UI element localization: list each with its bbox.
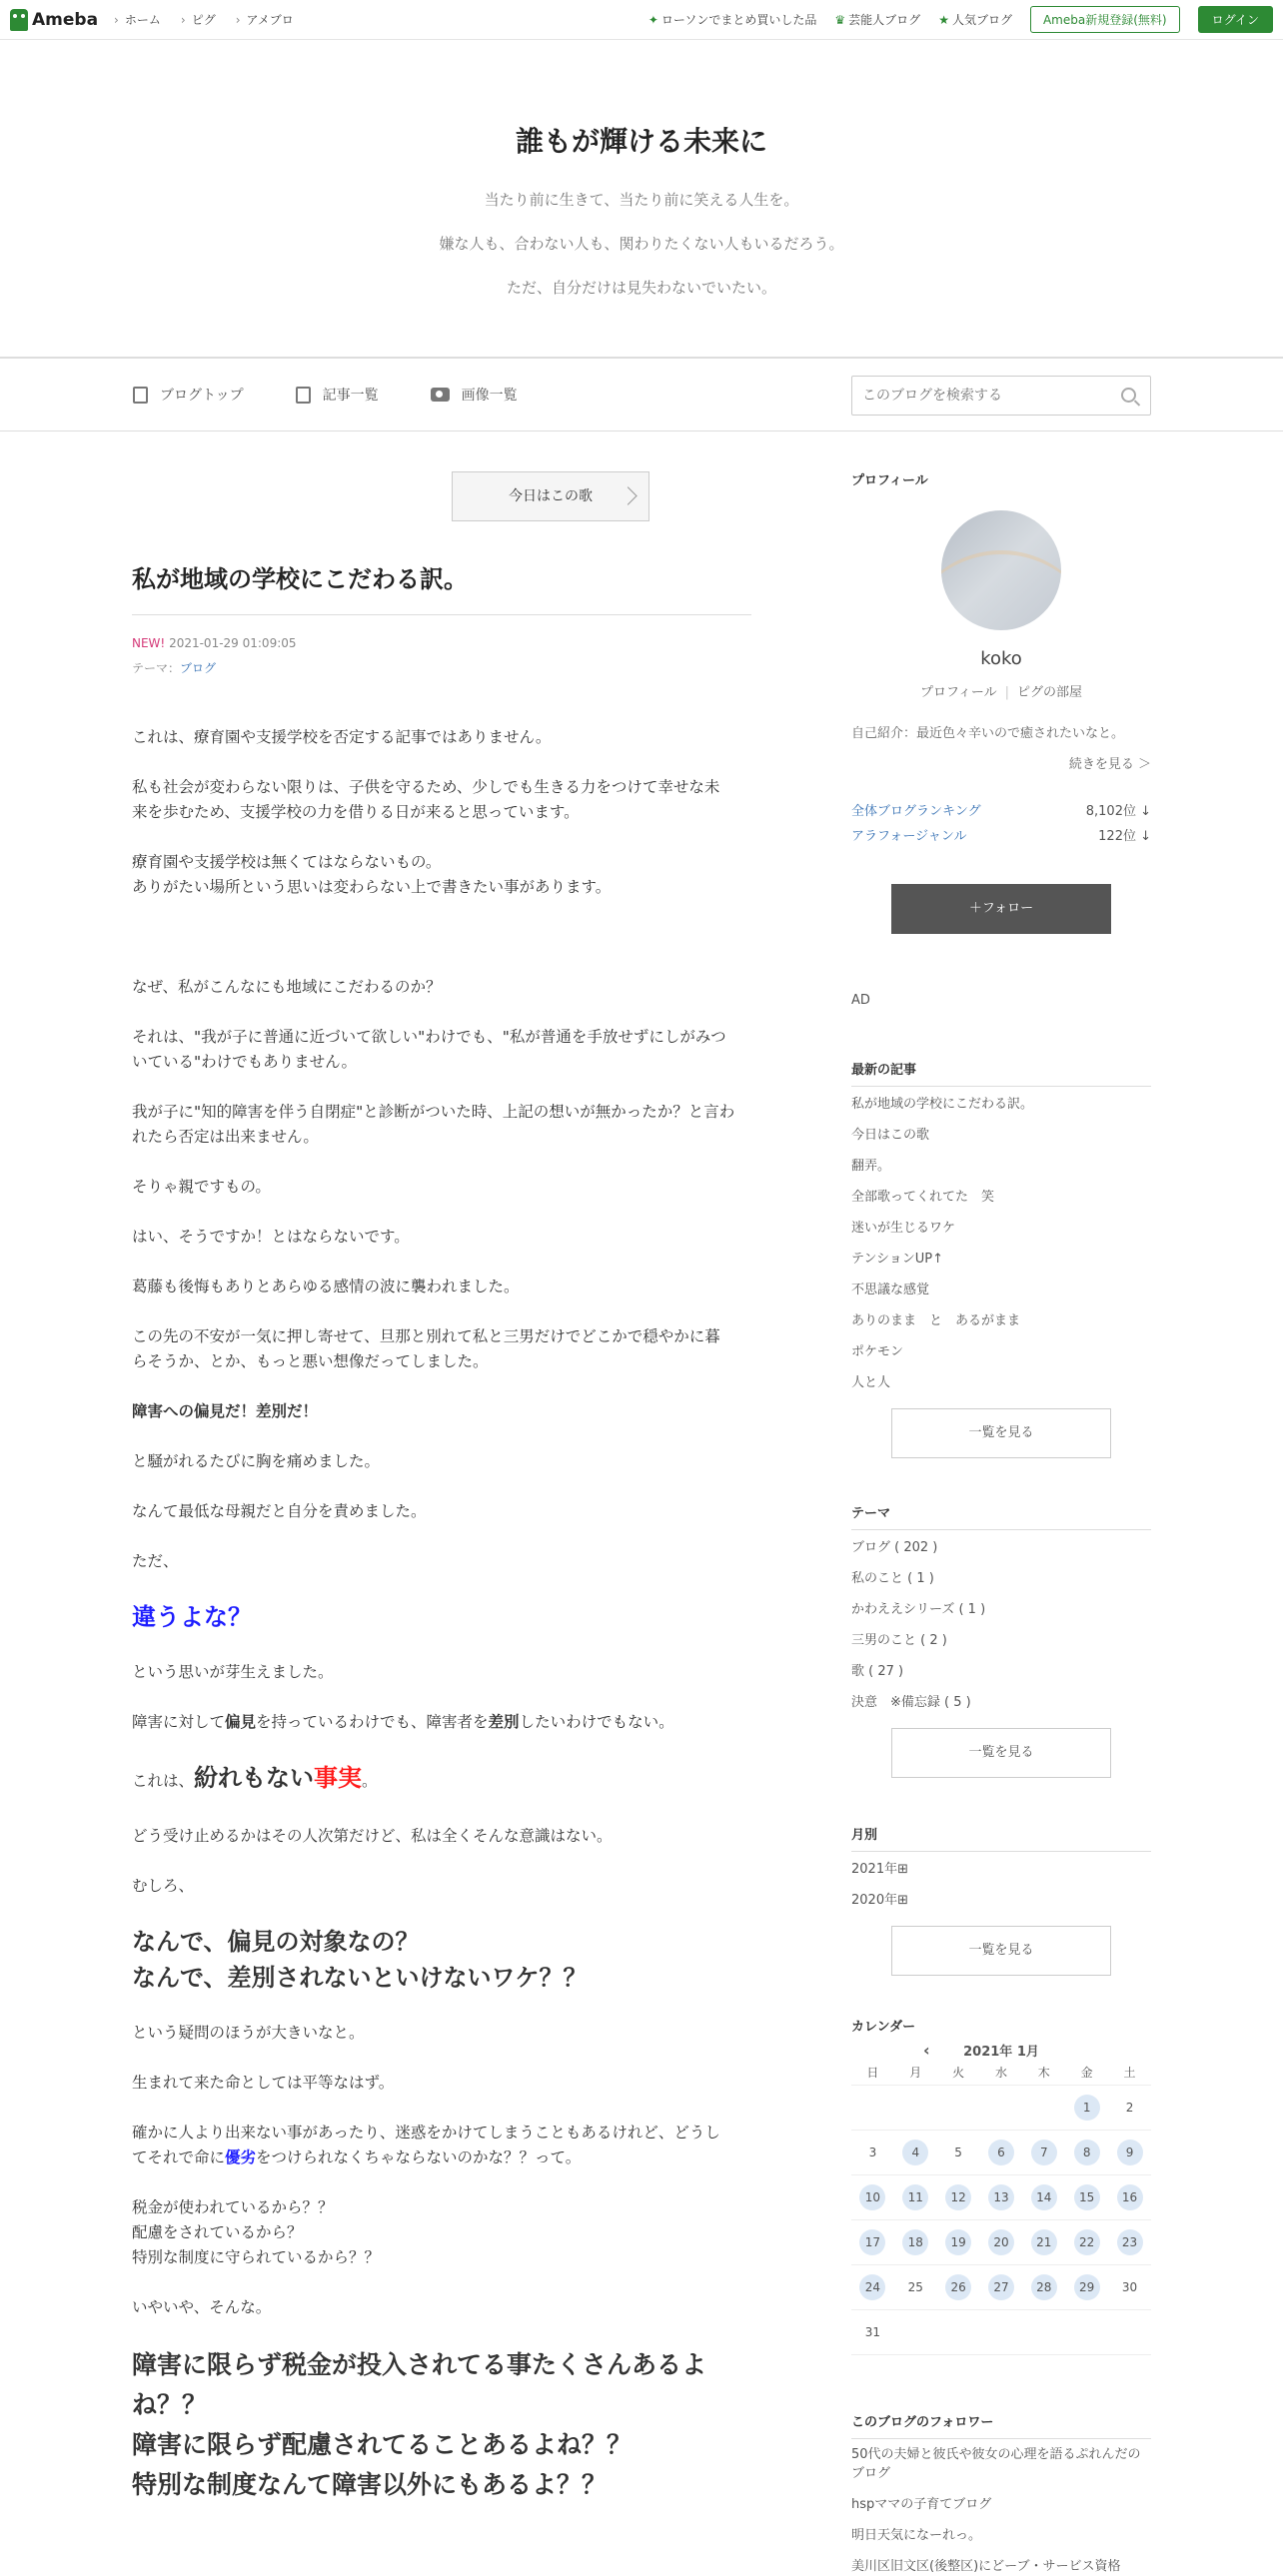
expand-icon[interactable]: ⊞ xyxy=(897,1893,908,1908)
recent-item[interactable]: 迷いが生じるワケ xyxy=(851,1221,956,1236)
recent-item[interactable]: テンションUP↑ xyxy=(851,1252,944,1267)
article-title[interactable]: 私が地域の学校にこだわる訳。 xyxy=(132,559,751,615)
calendar-day[interactable]: 23 xyxy=(1117,2229,1143,2255)
recent-list-button[interactable]: 一覧を見る xyxy=(891,1408,1111,1458)
document-icon xyxy=(133,387,148,404)
calendar-day[interactable]: 26 xyxy=(945,2274,971,2300)
calendar-day[interactable]: 15 xyxy=(1074,2184,1100,2210)
search-input[interactable] xyxy=(862,388,1112,404)
recent-item[interactable]: 今日はこの歌 xyxy=(851,1128,930,1143)
search-icon[interactable] xyxy=(1121,388,1136,403)
profile-link[interactable]: プロフィール xyxy=(919,685,997,700)
crown-icon: ♛ xyxy=(834,13,846,27)
genre-ranking-value: 122位 ↓ xyxy=(1098,829,1151,844)
avatar[interactable] xyxy=(941,510,1061,630)
nav-ameblo[interactable]: › アメブロ xyxy=(236,11,294,28)
ameba-logo[interactable]: Ameba xyxy=(10,9,98,31)
calendar-day[interactable]: 10 xyxy=(859,2184,885,2210)
calendar-day[interactable]: 27 xyxy=(988,2274,1014,2300)
theme-link[interactable]: ブログ xyxy=(180,661,217,675)
calendar-day[interactable]: 7 xyxy=(1031,2140,1057,2165)
calendar-day[interactable]: 16 xyxy=(1117,2184,1143,2210)
self-intro: 自己紹介：最近色々辛いので癒されたいなと。 xyxy=(851,726,1125,741)
calendar-day[interactable]: 8 xyxy=(1074,2140,1100,2165)
follow-button[interactable]: ＋フォロー xyxy=(891,884,1111,934)
sparkle-icon: ✦ xyxy=(647,13,658,27)
theme-section: テーマ ブログ ( 202 ) 私のこと ( 1 ) かわええシリーズ ( 1 ) 三男のこと ( 2 ) 歌 ( 27 ) 決意 ※備忘録 ( 5 ) 一覧を見る xyxy=(851,1502,1151,1778)
copy-icon xyxy=(296,387,311,404)
calendar-day[interactable]: 22 xyxy=(1074,2229,1100,2255)
article-body: これは、療育園や支援学校を否定する記事ではありません。 私も社会が変わらない限りは、子供を守るため、少しでも生きる力をつけて幸せな未 来を歩むため、支援学校の力を借りる日が来ると思っています。 療育園や支援学校は無くてはならないもの。 ありがたい場所という思いは変わらない上で書きたい事があります。 なぜ、私がこんなにも地域にこだわるのか？ それは、"我が子に普通に近づいて欲しい"わけでも、"私が普通を手放せずにしがみつ いている"わけでもありません。 我が子に"知的障害を伴う自閉症"と診断がついた時、上記の想いが無かったか？と言わ れたら否定は出来ません。 そりゃ親ですもの。 はい、そうですか！とはならないです。 葛藤も後悔もありとあらゆる感情の波に襲われました。 この先の不安が一気に押し寄せて、旦那と別れて私と三男だけでどこかで穏やかに暮 らそうか、とか、もっと悪い想像だってしました。 障害への偏見だ！差別だ！ と騒がれるたびに胸を痛めました。 なんて最低な母親だと自分を責めました。 ただ、 違うよな？ という思いが芽生えました。 障害に対して偏見を持っているわけでも、障害者を差別したいわけでもない。 これは、紛れもない事実。 どう受け止めるかはその人次第だけど、私は全くそんな意識はない。 むしろ、 なんで、偏見の対象なの？ なんで、差別されないといけないワケ？？ という疑問のほうが大きいなと。 生まれて来た命としては平等なはず。 確かに人より出来ない事があったり、迷惑をかけてしまうこともあるけれど、どうし てそれで命に優劣をつけられなくちゃならないのかな？？って。 税金が使われているから？？ 配慮をされているから？ 特別な制度に守られているから？？ いやいや、そんな。 障害に限らず税金が投入されてる事たくさんあるよ ね？？ 障害に限らず配慮されてることあるよね？？ 特別な制度なんて障害以外にもあるよ？？ xyxy=(132,728,735,2499)
calendar-month: 2021年 1月 xyxy=(963,2045,1039,2060)
follower-item[interactable]: 明日天気になーれっ。 xyxy=(851,2528,982,2543)
calendar-day[interactable]: 12 xyxy=(945,2184,971,2210)
calendar-day[interactable]: 29 xyxy=(1074,2274,1100,2300)
nav-image-list[interactable]: 画像一覧 xyxy=(431,385,518,405)
prev-article-button[interactable]: 今日はこの歌 xyxy=(452,471,649,521)
article-meta: NEW! 2021-01-29 01:09:05 テーマ：ブログ xyxy=(132,636,297,675)
global-nav xyxy=(114,11,294,28)
star-icon: ★ xyxy=(938,13,949,27)
register-button[interactable]: Ameba新規登録(無料) xyxy=(1030,6,1180,33)
recent-item[interactable]: 私が地域の学校にこだわる訳。 xyxy=(851,1097,1034,1112)
nav-home[interactable]: › ホーム xyxy=(114,11,161,28)
calendar-day[interactable]: 1 xyxy=(1074,2095,1100,2121)
calendar-day[interactable]: 14 xyxy=(1031,2184,1057,2210)
new-badge: NEW! xyxy=(132,636,166,650)
ameba-mark-icon xyxy=(10,9,28,31)
login-button[interactable]: ログイン xyxy=(1198,6,1273,33)
calendar-day[interactable]: 24 xyxy=(859,2274,885,2300)
calendar-day[interactable]: 18 xyxy=(902,2229,928,2255)
blog-header xyxy=(0,40,1283,358)
calendar-day[interactable]: 11 xyxy=(902,2184,928,2210)
calendar-day[interactable]: 13 xyxy=(988,2184,1014,2210)
overall-ranking-value: 8,102位 ↓ xyxy=(1085,804,1151,819)
recent-item[interactable]: 不思議な感覚 xyxy=(851,1283,930,1297)
theme-item[interactable]: 三男のこと ( 2 ) xyxy=(851,1633,947,1648)
recent-articles: 最新の記事 私が地域の学校にこだわる訳。 今日はこの歌 翻弄。 全部歌ってくれてた 笑 迷いが生じるワケ テンションUP↑ 不思議な感覚 ありのまま と あるがまま ポケモン 人と人 一覧を見る xyxy=(851,1059,1151,1458)
camera-icon xyxy=(431,388,450,402)
follower-item[interactable]: 50代の夫婦と彼氏や彼女の心理を語るぷれんだのブログ xyxy=(851,2447,1141,2481)
nav-pigg[interactable]: › ピグ xyxy=(181,11,216,28)
calendar-day[interactable]: 20 xyxy=(988,2229,1014,2255)
nav-popular-blog[interactable]: ★ 人気ブログ xyxy=(938,13,1012,27)
pigg-room-link[interactable]: ピグの部屋 xyxy=(1017,685,1083,700)
calendar-table: 日 月 火 水 木 金 土 1 2 3 4 5 6 7 8 9 10 11 12 13 14 15 16 17 18 19 20 21 22 23 24 25 26 27 28 29 30 31 xyxy=(851,2060,1151,2355)
recent-item[interactable]: 全部歌ってくれてた 笑 xyxy=(851,1190,995,1205)
theme-item[interactable]: 歌 ( 27 ) xyxy=(851,1664,904,1679)
theme-item[interactable]: ブログ ( 202 ) xyxy=(851,1540,938,1555)
calendar-day[interactable]: 19 xyxy=(945,2229,971,2255)
calendar-day[interactable]: 9 xyxy=(1117,2140,1143,2165)
prev-month-icon[interactable]: ‹ xyxy=(923,2041,930,2060)
theme-item[interactable]: 私のこと ( 1 ) xyxy=(851,1571,934,1586)
ad-label: AD xyxy=(851,993,870,1008)
global-header xyxy=(0,0,1283,40)
blog-title[interactable]: 誰もが輝ける未来に xyxy=(515,125,767,158)
calendar-day[interactable]: 21 xyxy=(1031,2229,1057,2255)
blog-description: 当たり前に生きて、当たり前に笑える人生を。 嫌な人も、合わない人も、関わりたくない人もいるだろう。 ただ、自分だけは見失わないでいたい。 xyxy=(439,191,844,297)
blog-nav xyxy=(0,358,1283,431)
article-date: 2021-01-29 01:09:05 xyxy=(169,636,297,650)
profile-name[interactable]: koko xyxy=(980,648,1022,669)
nav-celebrity-blog[interactable]: ♛ 芸能人ブログ xyxy=(834,13,921,27)
profile-section: プロフィール koko プロフィール | ピグの部屋 自己紹介：最近色々辛いので癒されたいなと。 続きを見る ＞ 全体ブログランキング 8,102位 ↓ アラフォージャンル 122位 ↓ ＋フォロー xyxy=(851,469,1151,934)
nav-blog-top[interactable]: ブログトップ xyxy=(133,385,244,405)
recent-item[interactable]: 翻弄。 xyxy=(851,1159,891,1174)
calendar-day[interactable]: 28 xyxy=(1031,2274,1057,2300)
calendar-day[interactable]: 6 xyxy=(988,2140,1014,2165)
nav-article-list[interactable]: 記事一覧 xyxy=(296,385,379,405)
blog-search[interactable] xyxy=(851,376,1151,416)
follower-item[interactable]: hspママの子育てブログ xyxy=(851,2497,992,2512)
calendar-day[interactable]: 17 xyxy=(859,2229,885,2255)
follower-item[interactable]: 美川区旧文区(後整区)にどーブ・サービス資格 xyxy=(851,2559,1121,2574)
theme-item[interactable]: 決意 ※備忘録 ( 5 ) xyxy=(851,1695,971,1710)
month-item[interactable]: 2021年⊞ xyxy=(851,1862,908,1877)
month-item[interactable]: 2020年⊞ xyxy=(851,1893,908,1908)
monthly-section: 月別 2021年⊞ 2020年⊞ 一覧を見る xyxy=(851,1824,1151,1976)
genre-ranking-link[interactable]: アラフォージャンル xyxy=(851,829,967,844)
theme-list-button[interactable]: 一覧を見る xyxy=(891,1728,1111,1778)
followers-section: このブログのフォロワー 50代の夫婦と彼氏や彼女の心理を語るぷれんだのブログ hspママの子育てブログ 明日天気になーれっ。 美川区旧文区(後整区)にどーブ・サービス資格 xyxy=(851,2411,1151,2576)
recent-item[interactable]: ありのまま と あるがまま xyxy=(851,1313,1021,1328)
overall-ranking-link[interactable]: 全体ブログランキング xyxy=(851,804,981,819)
calendar-day[interactable]: 4 xyxy=(902,2140,928,2165)
profile-heading: プロフィール xyxy=(851,473,928,488)
expand-icon[interactable]: ⊞ xyxy=(897,1862,908,1877)
recent-item[interactable]: ポケモン xyxy=(851,1344,904,1359)
calendar-section: カレンダー ‹ 2021年 1月 日 月 火 水 木 金 土 1 2 3 4 5 6 7 8 9 10 11 12 13 14 15 16 17 18 19 20 21 22 23 24 25 26 27 28 29 30 31 xyxy=(851,2016,1151,2355)
nav-lawson-link[interactable]: ✦ ローソンでまとめ買いした品 xyxy=(647,13,817,27)
monthly-list-button[interactable]: 一覧を見る xyxy=(891,1926,1111,1976)
global-nav-right xyxy=(648,6,1273,33)
theme-item[interactable]: かわええシリーズ ( 1 ) xyxy=(851,1602,986,1617)
recent-item[interactable]: 人と人 xyxy=(851,1375,891,1390)
read-more-link[interactable]: 続きを見る ＞ xyxy=(1068,757,1151,772)
